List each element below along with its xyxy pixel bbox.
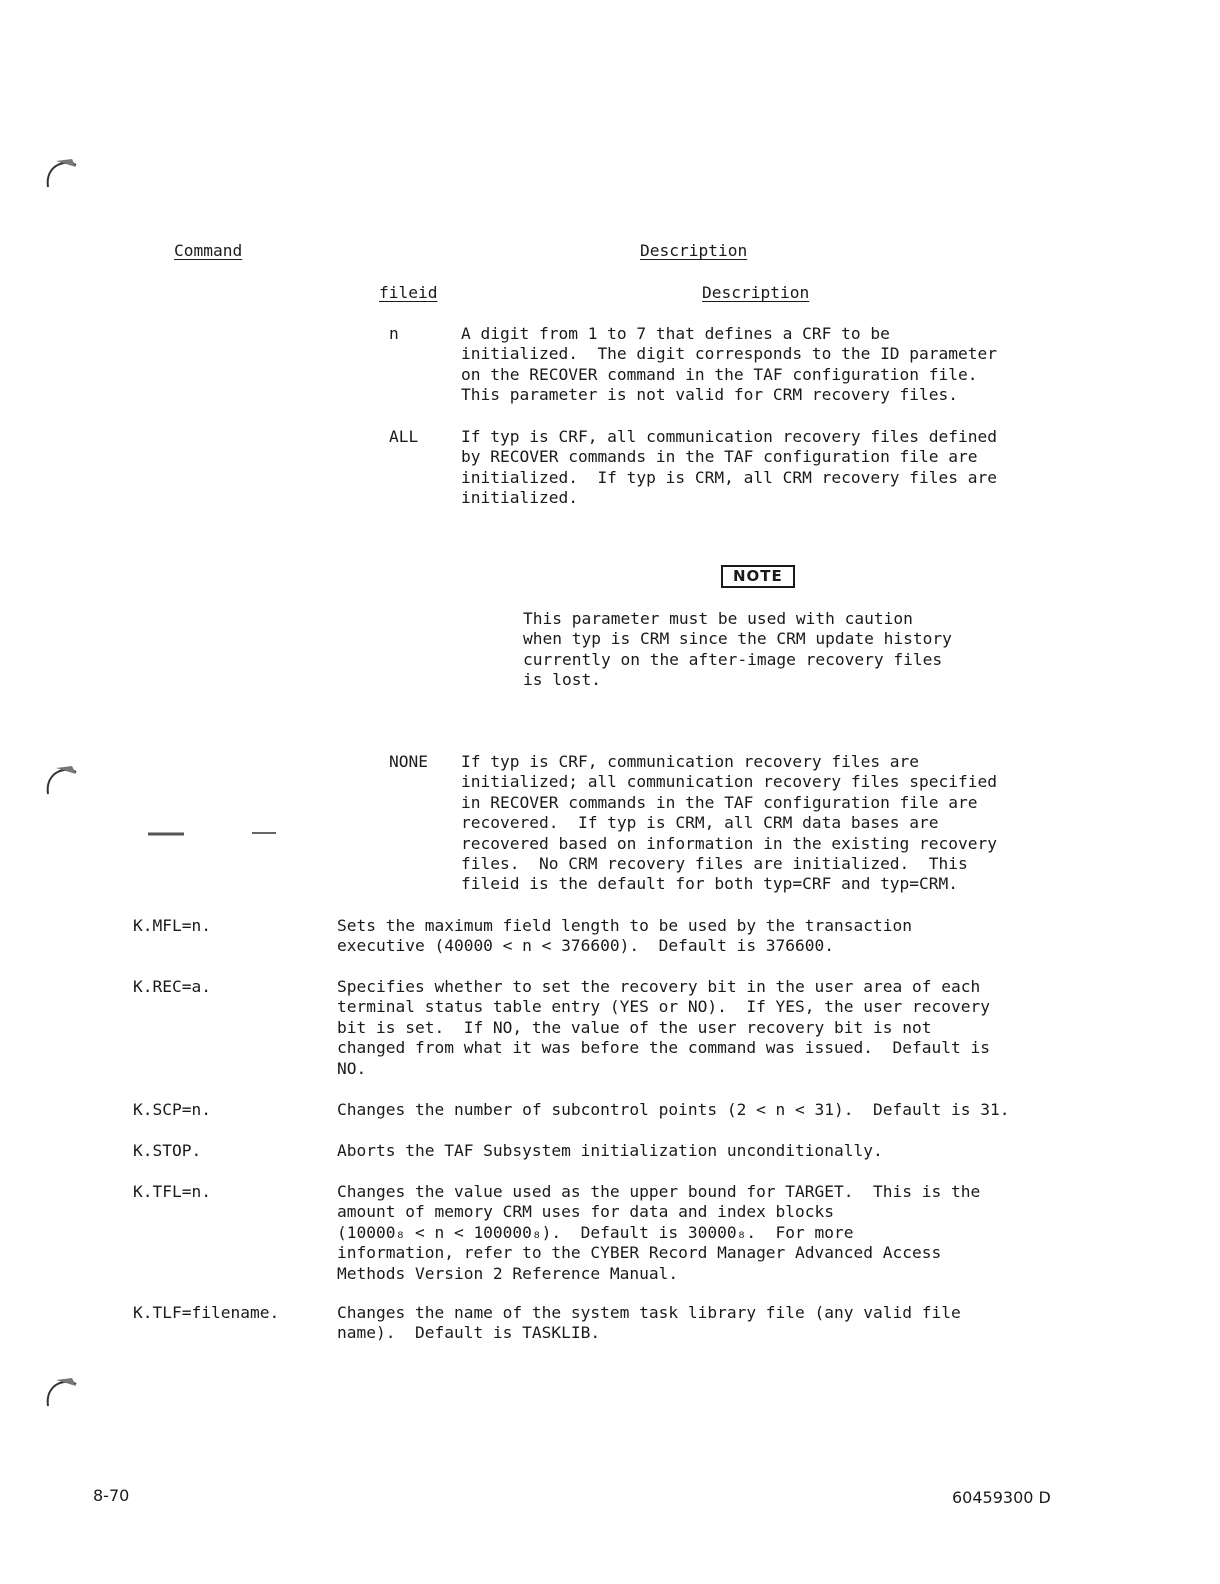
document-number: 60459300 D [952, 1488, 1051, 1507]
description-line: (10000₈ < n < 100000₈). Default is 30000₈. For more [337, 1222, 854, 1242]
command-column-header: Command [174, 241, 243, 260]
smudge-mark [144, 826, 294, 840]
description-kstop [337, 1141, 883, 1161]
description-line: initialized. If typ is CRM, all CRM recovery files are [461, 467, 998, 487]
command-kscp: K.SCP=n. [133, 1100, 211, 1119]
fileid-key-none: NONE [389, 752, 428, 771]
description-line: If typ is CRF, all communication recovery files defined [461, 427, 998, 446]
fileid-description-n [461, 324, 997, 406]
description-line: Sets the maximum field length to be used by the transaction [337, 916, 912, 935]
description-kmfl [337, 916, 912, 957]
punch-hole-mark-bottom [42, 1374, 82, 1410]
description-krec [337, 977, 990, 1079]
description-kscp [337, 1100, 1009, 1120]
command-ktfl: K.TFL=n. [133, 1182, 211, 1201]
fileid-column-header: fileid [379, 283, 438, 302]
command-kmfl: K.MFL=n. [133, 916, 211, 935]
description-ktfl [337, 1182, 980, 1284]
description-line: executive (40000 < n < 376600). Default is 376600. [337, 936, 835, 956]
fileid-key-n: n [389, 324, 399, 343]
description-line: initialized. [461, 488, 578, 508]
description-line: changed from what it was before the command was issued. Default is [337, 1038, 990, 1058]
description-line: bit is set. If NO, the value of the user recovery bit is not [337, 1017, 932, 1037]
command-kstop: K.STOP. [133, 1141, 202, 1160]
description-ktlf [337, 1303, 961, 1344]
description-line: terminal status table entry (YES or NO). If YES, the user recovery [337, 997, 990, 1017]
command-ktlf: K.TLF=filename. [133, 1303, 280, 1322]
note-line: is lost. [523, 670, 601, 690]
description-line: This parameter is not valid for CRM recovery files. [461, 385, 959, 405]
description-line: information, refer to the CYBER Record Manager Advanced Access [337, 1243, 942, 1263]
description-line: initialized. The digit corresponds to the ID parameter [461, 344, 998, 364]
description-line: in RECOVER commands in the TAF configuration file are [461, 792, 978, 812]
description-line: Specifies whether to set the recovery bit in the user area of each [337, 977, 981, 996]
description-line: initialized; all communication recovery files specified [461, 772, 998, 792]
description-line: Methods Version 2 Reference Manual. [337, 1263, 679, 1283]
description-line: Changes the number of subcontrol points (2 < n < 31). Default is 31. [337, 1100, 1010, 1119]
fileid-key-all: ALL [389, 427, 419, 446]
command-krec: K.REC=a. [133, 977, 211, 996]
description-line: amount of memory CRM uses for data and index blocks [337, 1202, 835, 1222]
description-line: NO. [337, 1058, 367, 1078]
description-line: fileid is the default for both typ=CRF and typ=CRM. [461, 874, 959, 894]
description-line: Changes the value used as the upper bound for TARGET. This is the [337, 1182, 981, 1201]
note-line: This parameter must be used with caution [523, 609, 913, 628]
note-label: NOTE [721, 565, 795, 588]
note-text [523, 609, 952, 691]
description-line: Aborts the TAF Subsystem initialization unconditionally. [337, 1141, 883, 1160]
description-line: recovered. If typ is CRM, all CRM data bases are [461, 813, 939, 833]
page-number: 8-70 [93, 1486, 130, 1505]
description-line: A digit from 1 to 7 that defines a CRF to be [461, 324, 890, 343]
description-line: recovered based on information in the existing recovery [461, 833, 998, 853]
punch-hole-mark-middle [42, 762, 82, 798]
description-line: on the RECOVER command in the TAF configuration file. [461, 364, 978, 384]
description-line: by RECOVER commands in the TAF configuration file are [461, 447, 978, 467]
description-line: If typ is CRF, communication recovery files are [461, 752, 920, 771]
description-line: files. No CRM recovery files are initialized. This [461, 854, 968, 874]
fileid-description-all [461, 427, 997, 509]
description-line: Changes the name of the system task library file (any valid file [337, 1303, 961, 1322]
description-column-header: Description [640, 241, 748, 260]
fileid-description-header: Description [702, 283, 810, 302]
description-line: name). Default is TASKLIB. [337, 1323, 601, 1343]
punch-hole-mark-top [42, 155, 82, 191]
note-line: when typ is CRM since the CRM update history [523, 629, 952, 649]
note-line: currently on the after-image recovery files [523, 649, 943, 669]
fileid-description-none [461, 752, 997, 895]
